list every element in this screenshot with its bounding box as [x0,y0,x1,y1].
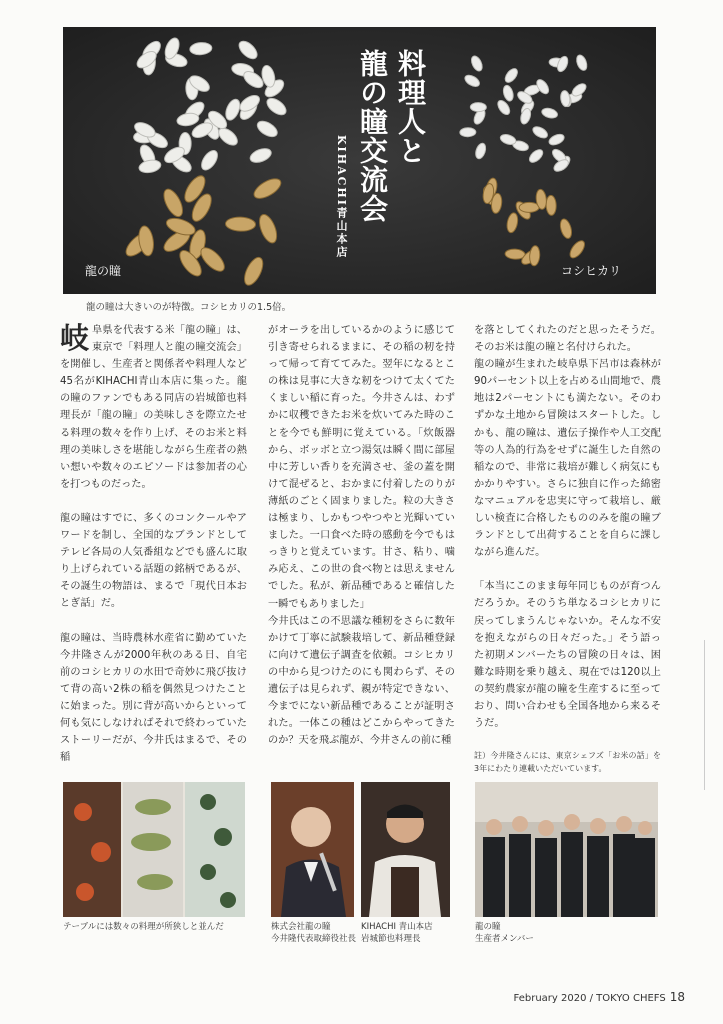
page-number: 18 [669,990,685,1004]
members-photo [475,782,658,917]
hero-caption: 龍の瞳は大きいのが特徴。コシヒカリの1.5倍。 [86,302,292,313]
page-footer [514,990,685,1004]
hero-label-right: コシヒカリ [561,264,622,278]
dishes-caption: テーブルには数々の料理が所狭しと並んだ [63,922,224,932]
paragraph: 今井氏はこの不思議な種籾をさらに数年かけて丁寧に試験栽培して、新品種登録に向けて遺伝子調査を依頼。コシヒカリの中から見つけたのにも関わらず、その遺伝子は見られず、親が特定できない、今までにない新品種であることが証明された。一体この種はどこからやってきたのか？天を飛ぶ龍が、今井さんの前に種 [268,615,455,747]
paragraph: 龍の瞳はすでに、多くのコンクールやアワードを制し、全国的なブランドとしてテレビ各局の人気番組などでも盛んに取り上げられている話題の銘柄であるが、その誕生の物語は、まるで「現代日本おとぎ話」だ。 [60,512,247,610]
dishes-photo [63,782,245,917]
article-column-3 [474,322,661,792]
iwaki-caption: KIHACHI 青山本店 岩城節也料理長 [361,922,433,944]
imai-caption: 株式会社龍の瞳 今井隆代表取締役社長 [271,922,357,944]
hero-label-left: 龍の瞳 [85,264,122,278]
rice-grain [470,102,486,111]
paragraph: 龍の瞳が生まれた岐阜県下呂市は森林が90パーセント以上を占める山間地で、農地は2パーセントにも満たない。そのわずかな土地から冒険はスタートした。しかも、龍の瞳は、遺伝子操作や人工交配等の人為的行為をせずに誕生した自然の稲なので、非常に栽培が難しく病気にもかかりやすい。さらに独自に作った綿密なマニュアルを忠実に守って栽培し、厳しい検査に合格したもののみを龍の瞳ブランドとして出荷することを自らに課しながら進んだ。 [474,359,661,559]
article-column-2 [268,322,455,766]
members-caption: 龍の瞳 生産者メンバー [475,922,534,944]
author-note: 註）今井隆さんには、東京シェフズ「お米の話」を3年にわたり連載いただいています。 [474,751,661,774]
rice-grain [546,195,557,215]
page-edge-rule [704,640,705,790]
article-column-1 [60,322,247,783]
paragraph: がオーラを出しているかのように感じて引き寄せられるままに、その稲の籾を持って帰って育ててみた。翌年になるとこの株は見事に大きな籾をつけて太くてたくましい稲に育った。今井さんは、わずかに収穫できたお米を炊いてみた時のことを今でも鮮明に覚えている。「炊飯器から、ボッボと立つ湯気は瞬く間に部屋中に芳しい香りを充満させ、釜の蓋を開けて混ぜると、おかまに付着したのりが薄紙のごとく固まりました。粒の大きさは極まり、しかもつやつやと光輝いていました。一口食べた時の感動を今でもはっきりと覚えています。甘さ、粘り、噛み応え、この世の食べ物とは思えませんでした。私が、新品種であると確信した一瞬でもありました」 [268,325,455,610]
paragraph: 岐阜県を代表する米「龍の瞳」は、東京で「料理人と龍の瞳交流会」を開催し、生産者と関係者や料理人など45名がKIHACHI青山本店に集った。龍の瞳のファンでもある同店の岩城節也料理長が「龍の瞳」の美味しさを際立たせる料理の数々を作り上げ、そのお米と料理の美味しさを堪能しながら生産者の熱い想いや数々のエピソードは参加者の心を打つものだった。 [60,321,247,490]
imai-photo [271,782,354,917]
paragraph: 龍の瞳は、当時農林水産省に勤めていた今井隆さんが2000年秋のある日、自宅前のコシヒカリの水田で奇妙に飛び抜けて背の高い2株の稲を偶然見つけたことに始まった。別に背が高いからといって何も気にしなければそれで終わっていたストーリーだが、今井氏はまるで、その稲 [60,632,247,764]
rice-grain [519,202,539,212]
iwaki-photo [361,782,450,917]
hero-title-line2: 龍の瞳交流会 [356,49,389,223]
paragraph: 「本当にこのまま毎年同じものが育つんだろうか。そのうち単なるコシヒカリに戻ってしまうんじゃないか。そんな不安を抱えながらの日々だった。」そう語った初期メンバーたちの冒険の日々は、困難な時期を乗り越え、現在では120以上の契約農家が龍の瞳を生産するに至っており、問い合わせも全国各地から来るそうだ。 [474,581,661,730]
dropcap: 岐 [60,321,90,355]
hero-subtitle: KIHACHI青山本店 [335,135,348,259]
hero-title-line1: 料理人と [394,49,427,165]
hero-image [63,27,656,294]
paragraph: を落としてくれたのだと思ったそうだ。そのお米は龍の瞳と名付けられた。 [474,325,661,354]
rice-grain [460,128,476,137]
issue-label: February 2020 / TOKYO CHEFS [513,993,666,1004]
